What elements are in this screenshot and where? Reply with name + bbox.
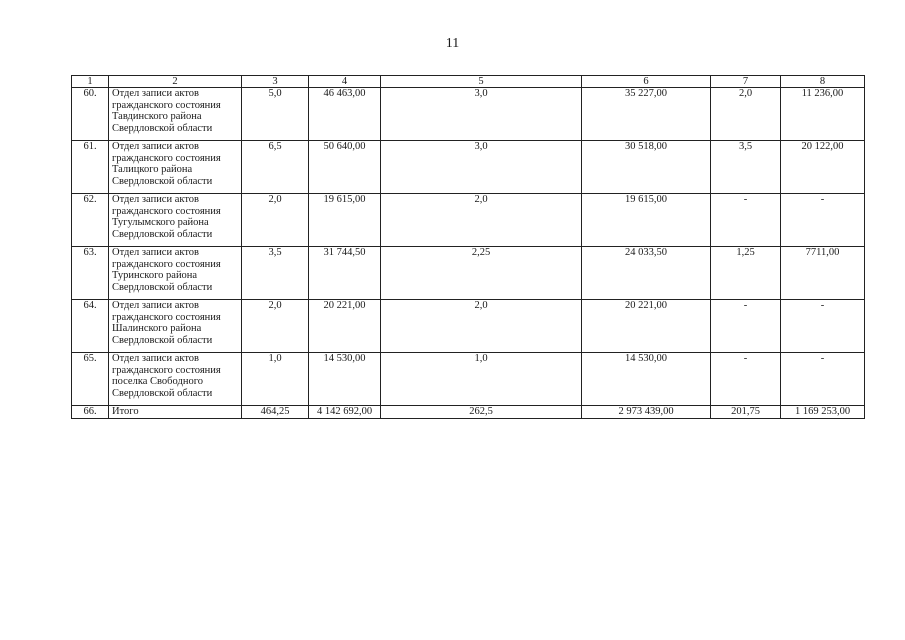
col7-value-cell: - bbox=[711, 300, 781, 353]
col8-amount-cell: 20 122,00 bbox=[781, 141, 865, 194]
department-name-cell: Отдел записи актов гражданского состояния Туринского района Свердловской области bbox=[109, 247, 242, 300]
col3-value-cell: 3,5 bbox=[242, 247, 309, 300]
col7-value-cell: - bbox=[711, 353, 781, 406]
row-number-cell: 60. bbox=[72, 88, 109, 141]
col4-amount-cell: 14 530,00 bbox=[309, 353, 381, 406]
department-name-cell: Отдел записи актов гражданского состояния Талицкого района Свердловской области bbox=[109, 141, 242, 194]
department-name-cell: Отдел записи актов гражданского состояния Тавдинского района Свердловской области bbox=[109, 88, 242, 141]
col4-amount-cell: 46 463,00 bbox=[309, 88, 381, 141]
col5-value-cell: 2,0 bbox=[381, 194, 582, 247]
department-name-cell: Отдел записи актов гражданского состояния Тугулымского района Свердловской области bbox=[109, 194, 242, 247]
table-row bbox=[72, 353, 865, 406]
table-row bbox=[72, 300, 865, 353]
header-cell: 8 bbox=[781, 76, 865, 88]
col4-amount-cell: 50 640,00 bbox=[309, 141, 381, 194]
page-number: 11 bbox=[445, 36, 460, 51]
header-cell: 3 bbox=[242, 76, 309, 88]
col8-amount-cell: 1 169 253,00 bbox=[781, 406, 865, 419]
col4-amount-cell: 20 221,00 bbox=[309, 300, 381, 353]
col5-value-cell: 1,0 bbox=[381, 353, 582, 406]
col7-value-cell: 1,25 bbox=[711, 247, 781, 300]
department-name-cell: Отдел записи актов гражданского состояния Шалинского района Свердловской области bbox=[109, 300, 242, 353]
col4-amount-cell: 19 615,00 bbox=[309, 194, 381, 247]
col5-value-cell: 2,0 bbox=[381, 300, 582, 353]
row-number-cell: 66. bbox=[72, 406, 109, 419]
total-row bbox=[72, 406, 865, 419]
col7-value-cell: - bbox=[711, 194, 781, 247]
table-body bbox=[72, 76, 865, 419]
col8-amount-cell: 11 236,00 bbox=[781, 88, 865, 141]
col8-amount-cell: 7711,00 bbox=[781, 247, 865, 300]
col3-value-cell: 2,0 bbox=[242, 194, 309, 247]
col6-amount-cell: 14 530,00 bbox=[582, 353, 711, 406]
column-number-header-row bbox=[72, 76, 865, 88]
col8-amount-cell: - bbox=[781, 300, 865, 353]
col6-amount-cell: 2 973 439,00 bbox=[582, 406, 711, 419]
table-row bbox=[72, 141, 865, 194]
col7-value-cell: 2,0 bbox=[711, 88, 781, 141]
col8-amount-cell: - bbox=[781, 194, 865, 247]
col6-amount-cell: 30 518,00 bbox=[582, 141, 711, 194]
row-number-cell: 63. bbox=[72, 247, 109, 300]
row-number-cell: 61. bbox=[72, 141, 109, 194]
department-name-cell: Отдел записи актов гражданского состояния поселка Свободного Свердловской области bbox=[109, 353, 242, 406]
col8-amount-cell: - bbox=[781, 353, 865, 406]
table-row bbox=[72, 194, 865, 247]
col3-value-cell: 1,0 bbox=[242, 353, 309, 406]
col5-value-cell: 262,5 bbox=[381, 406, 582, 419]
header-cell: 6 bbox=[582, 76, 711, 88]
table-row bbox=[72, 247, 865, 300]
col3-value-cell: 6,5 bbox=[242, 141, 309, 194]
header-cell: 4 bbox=[309, 76, 381, 88]
col6-amount-cell: 35 227,00 bbox=[582, 88, 711, 141]
table-row bbox=[72, 88, 865, 141]
header-cell: 7 bbox=[711, 76, 781, 88]
col5-value-cell: 3,0 bbox=[381, 88, 582, 141]
department-name-cell: Итого bbox=[109, 406, 242, 419]
row-number-cell: 62. bbox=[72, 194, 109, 247]
row-number-cell: 65. bbox=[72, 353, 109, 406]
col7-value-cell: 3,5 bbox=[711, 141, 781, 194]
col6-amount-cell: 24 033,50 bbox=[582, 247, 711, 300]
header-cell: 5 bbox=[381, 76, 582, 88]
header-cell: 2 bbox=[109, 76, 242, 88]
col7-value-cell: 201,75 bbox=[711, 406, 781, 419]
col4-amount-cell: 4 142 692,00 bbox=[309, 406, 381, 419]
col5-value-cell: 3,0 bbox=[381, 141, 582, 194]
header-cell: 1 bbox=[72, 76, 109, 88]
allocation-table bbox=[71, 75, 865, 419]
col6-amount-cell: 20 221,00 bbox=[582, 300, 711, 353]
col5-value-cell: 2,25 bbox=[381, 247, 582, 300]
col3-value-cell: 2,0 bbox=[242, 300, 309, 353]
col4-amount-cell: 31 744,50 bbox=[309, 247, 381, 300]
row-number-cell: 64. bbox=[72, 300, 109, 353]
col3-value-cell: 464,25 bbox=[242, 406, 309, 419]
col6-amount-cell: 19 615,00 bbox=[582, 194, 711, 247]
col3-value-cell: 5,0 bbox=[242, 88, 309, 141]
